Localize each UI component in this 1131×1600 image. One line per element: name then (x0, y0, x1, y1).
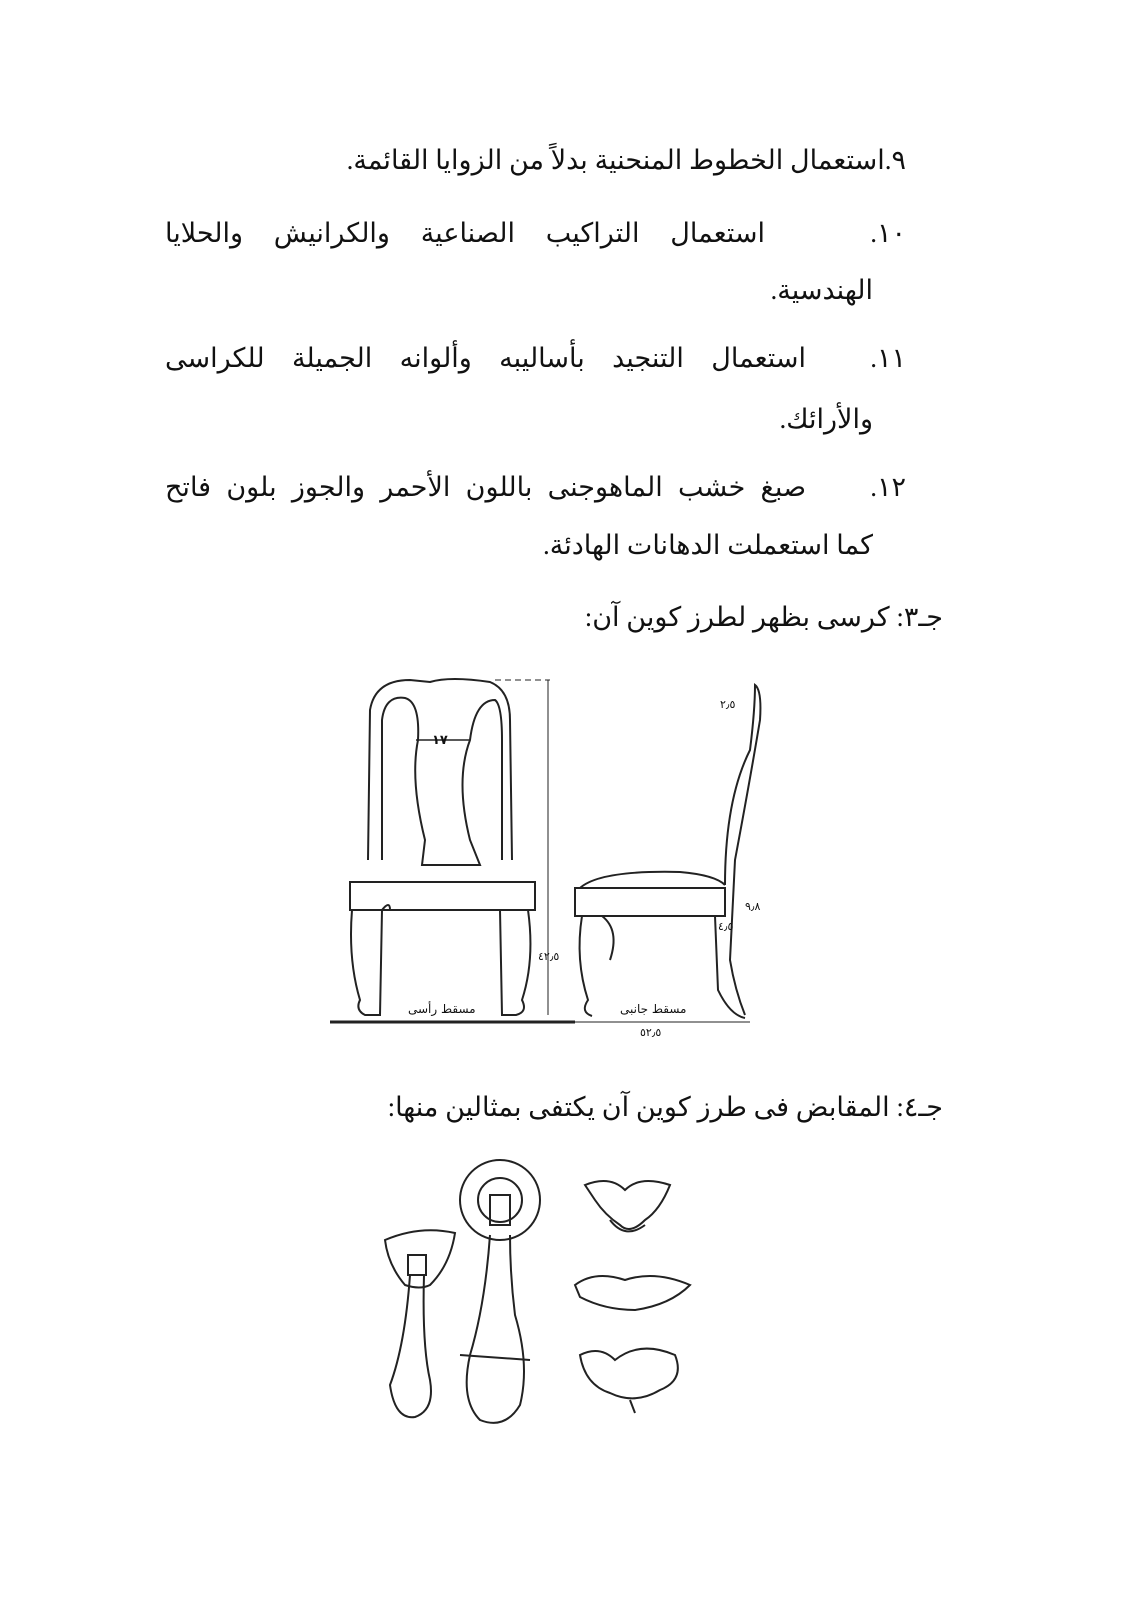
front-view-label: مسقط رأسى (408, 1002, 476, 1016)
side-view-label: مسقط جانبى (620, 1002, 687, 1016)
item-number: ٩. (884, 145, 906, 175)
item-number: ١١. (870, 343, 906, 373)
shield-handle (385, 1230, 455, 1287)
rosette-handle (460, 1160, 540, 1240)
dim-rail-label: ٤٫٥ (718, 920, 734, 933)
batwing-handle-1 (585, 1181, 670, 1229)
item-text: استعمال الخطوط المنحنية بدلاً من الزوايا القائمة. (346, 145, 885, 175)
item-number: ١٢. (870, 472, 906, 502)
dim-seat-height-label: ٤٢٫٥ (538, 950, 560, 963)
item-text: استعمال التنجيد بأساليبه وألوانه الجميلة للكراسى (165, 343, 806, 373)
batwing-handle-3 (580, 1349, 678, 1399)
queen-anne-chair-figure (330, 660, 770, 1040)
section4-heading: جـ٤: المقابض فى طرز كوين آن يكتفى بمثالين منها: (387, 1092, 943, 1122)
drawer-handles-figure (380, 1155, 720, 1435)
dim-depth-label: ٥٢٫٥ (640, 1026, 662, 1039)
item-9 (347, 145, 906, 176)
item-text: استعمال التراكيب الصناعية والكرانيش والحلايا (165, 218, 765, 248)
item-number: ١٠. (870, 218, 906, 248)
batwing-handle-2 (575, 1276, 690, 1310)
dim-top-label: ٢٫٥ (720, 698, 736, 711)
section3-heading: جـ٣: كرسى بظهر لطرز كوين آن: (584, 602, 943, 632)
dim-side-label: ٩٫٨ (745, 900, 761, 913)
item-text: صبغ خشب الماهوجنى باللون الأحمر والجوز بلون فاتح (165, 472, 806, 502)
item-continuation: كما استعملت الدهانات الهادئة. (543, 530, 873, 560)
item-continuation: والأرائك. (779, 404, 873, 434)
item-continuation: الهندسية. (770, 275, 873, 305)
dim-width-label: ١٧ (432, 733, 448, 748)
